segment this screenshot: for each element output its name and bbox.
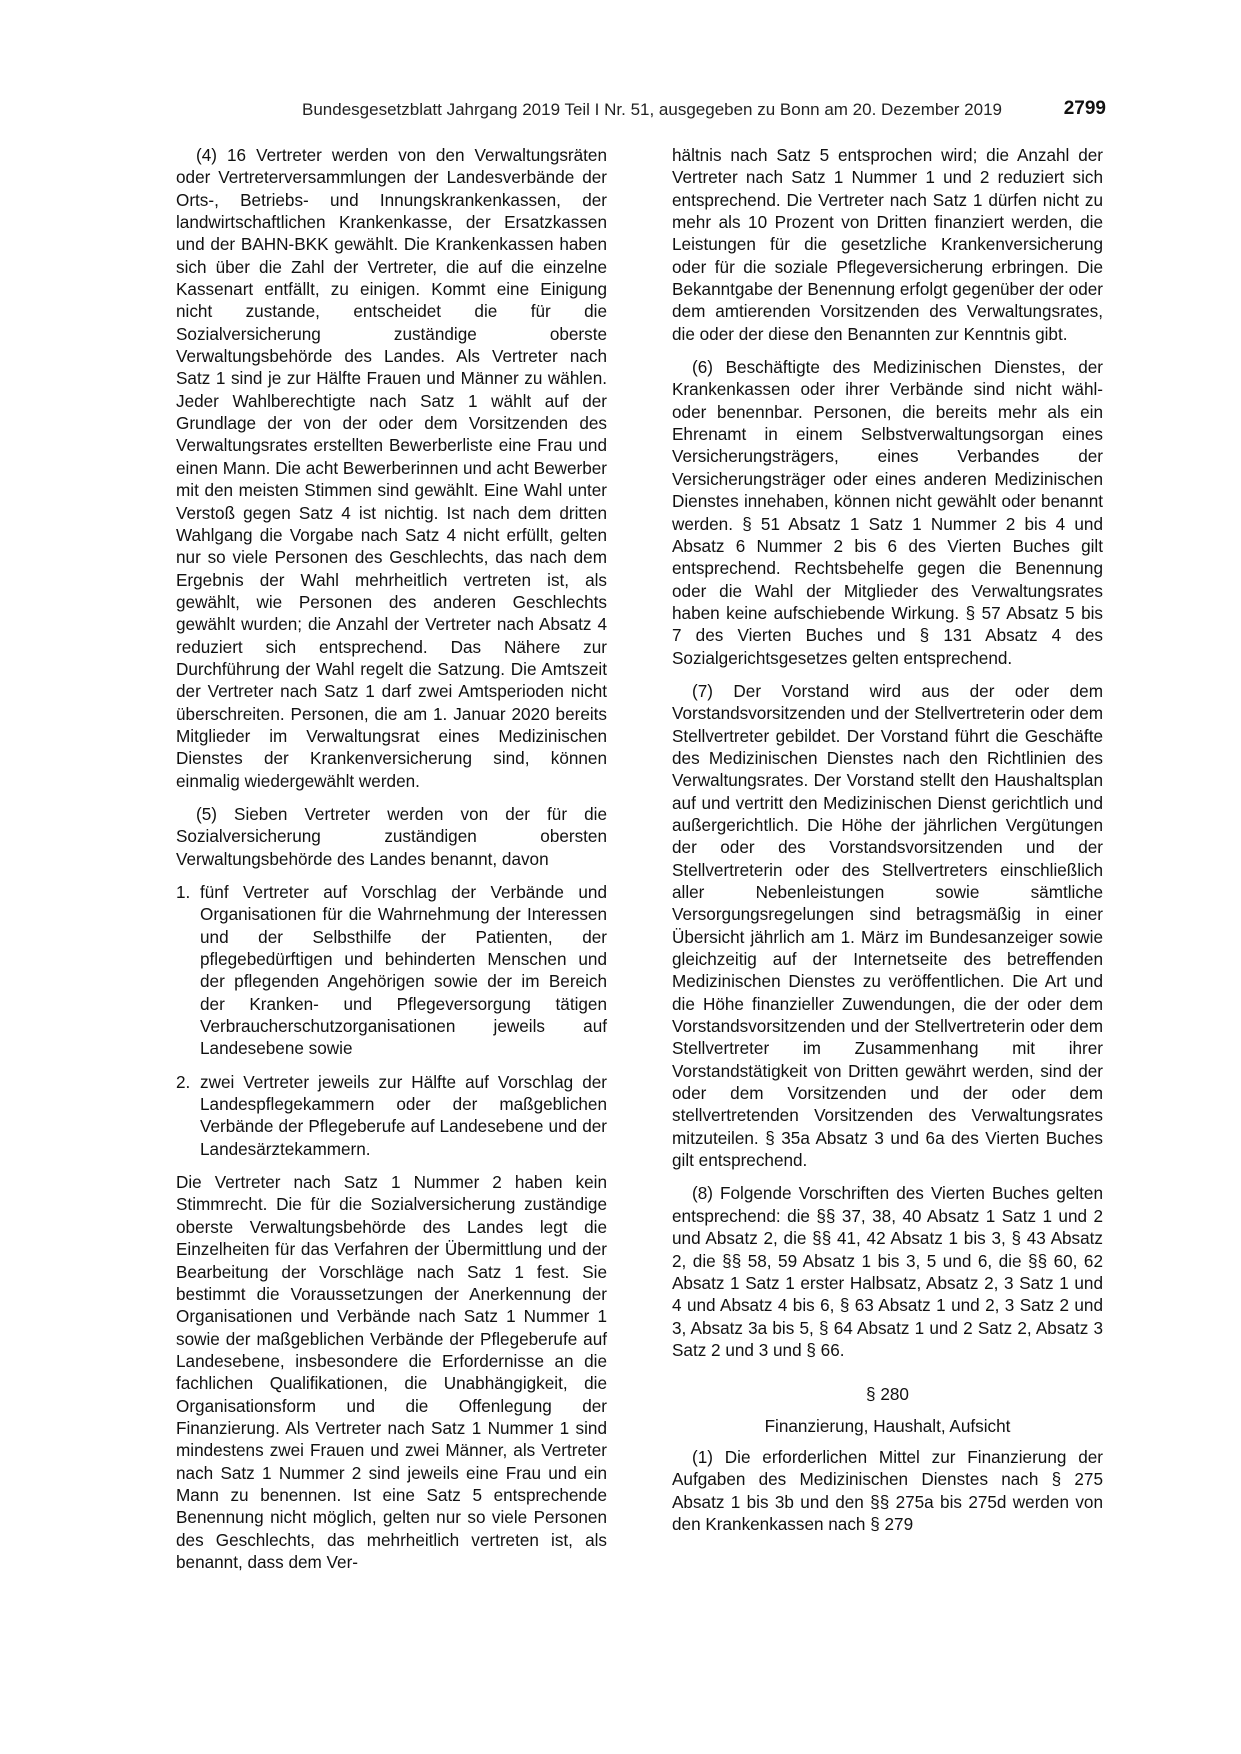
section-number: § 280 [866,1384,909,1405]
list-item-number: 1. [176,882,191,902]
paragraph-7: (7) Der Vorstand wird aus der oder dem Vorstandsvorsitzenden und der Stellvertreterin oder dem Stellvertreter gebildet. Der Vorstand führt die Geschäfte des Medizinischen Dienstes nach den Richtlinien des Verwaltungsrates. Der Vorstand stellt den Haushaltsplan auf und vertritt den Medizinischen Dienst gerichtlich und außergerichtlich. Die Höhe der jährlichen Vergütungen der oder des Vorstandsvorsitzenden und der Stellvertreterin oder des Stellvertreters einschließlich aller Nebenleistungen sowie sämtliche Versorgungsregelungen sind betragsmäßig in einer Übersicht jährlich am 1. März im Bundesanzeiger sowie gleichzeitig auf der Internetseite des betreffenden Medizinischen Dienstes zu veröffentlichen. Die Art und die Höhe finanzieller Zuwendungen, die der oder dem Vorstandsvorsitzenden und der Stellvertreterin oder dem Stellvertreter im Zusammenhang mit ihrer Vorstandstätigkeit von Dritten gewährt werden, sind der oder dem Vorsitzenden und der oder dem stellvertretenden Vorsitzenden des Verwaltungsrates mitzuteilen. § 35a Absatz 3 und 6a des Vierten Buches gilt entsprechend. [672,680,1103,1171]
right-column [672,144,1103,1546]
list-item [176,1071,607,1160]
list-item-text: zwei Vertreter jeweils zur Hälfte auf Vorschlag der Landespflegekammern oder der maßgeblichen Verbände der Pflegeberufe auf Landesebene und der Landesärztekammern. [200,1071,607,1159]
paragraph-5: (5) Sieben Vertreter werden von der für die Sozialversicherung zuständigen obersten Verwaltungsbehörde des Landes benannt, davon [176,803,607,869]
paragraph-5-continuation-right: hältnis nach Satz 5 entsprochen wird; die Anzahl der Vertreter nach Satz 1 Nummer 1 und 2 reduziert sich entsprechend. Die Vertreter nach Satz 1 dürfen nicht zu mehr als 10 Prozent von Dritten finanziert werden, die Leistungen für die gesetzliche Krankenversicherung oder für die soziale Pflegeversicherung erbringen. Die Bekanntgabe der Benennung erfolgt gegenüber der oder dem amtierenden Vorsitzenden des Verwaltungsrates, die oder der diese den Benannten zur Kenntnis gibt. [672,145,1103,344]
paragraph-8: (8) Folgende Vorschriften des Vierten Buches gelten entsprechend: die §§ 37, 38, 40 Absatz 1 Satz 1 und 2 und Absatz 2, die §§ 41, 42 Absatz 1 bis 3, § 43 Absatz 2, die §§ 58, 59 Absatz 1 bis 3, 5 und 6, die §§ 60, 62 Absatz 1 Satz 1 erster Halbsatz, Absatz 2, 3 Satz 1 und 4 und Absatz 4 bis 6, § 63 Absatz 1 und 2, 3 Satz 2 und 3, Absatz 3a bis 5, § 64 Absatz 1 und 2 Satz 2, Absatz 3 Satz 2 und 3 und § 66. [672,1183,1103,1360]
list-item-number: 2. [176,1071,191,1092]
page-header [236,100,1106,124]
section-title: Finanzierung, Haushalt, Aufsicht [764,1415,1011,1436]
page-number: 2799 [1063,98,1106,119]
list-item [176,881,607,1060]
paragraph-4: (4) 16 Vertreter werden von den Verwaltungsräten oder Vertreterversammlungen der Landesverbände der Orts-, Betriebs- und Innungskrankenkassen, der landwirtschaftlichen Krankenkasse, der Ersatzkassen und der BAHN-BKK gewählt. Die Krankenkassen haben sich über die Zahl der Vertreter, die auf die einzelne Kassenart entfällt, zu einigen. Kommt eine Einigung nicht zustande, entscheidet die für die Sozialversicherung zuständige oberste Verwaltungsbehörde des Landes. Als Vertreter nach Satz 1 sind je zur Hälfte Frauen und Männer zu wählen. Jeder Wahlberechtigte nach Satz 1 wählt auf der Grundlage der von der oder dem Vorsitzenden des Verwaltungsrates erstellten Bewerberliste eine Frau und einen Mann. Die acht Bewerberinnen und acht Bewerber mit den meisten Stimmen sind gewählt. Eine Wahl unter Verstoß gegen Satz 4 ist nichtig. Ist nach dem dritten Wahlgang die Vorgabe nach Satz 4 nicht erfüllt, gelten nur so viele Personen des Geschlechts, das nach dem Ergebnis der Wahl mehrheitlich vertreten ist, als gewählt, wie Personen des anderen Geschlechts gewählt wurden; die Anzahl der Vertreter nach Absatz 4 reduziert sich entsprechend. Das Nähere zur Durchführung der Wahl regelt die Satzung. Die Amtszeit der Vertreter nach Satz 1 darf zwei Amtsperioden nicht überschreiten. Personen, die am 1. Januar 2020 bereits Mitglieder im Verwaltungsrat eines Medizinischen Dienstes der Krankenversicherung sind, können einmalig wiedergewählt werden. [176,145,607,791]
section-280-paragraph-1: (1) Die erforderlichen Mittel zur Finanzierung der Aufgaben des Medizinischen Dienstes nach § 275 Absatz 1 bis 3b und den §§ 275a bis 275d werden von den Krankenkassen nach § 279 [672,1446,1103,1534]
gazette-title: Bundesgesetzblatt Jahrgang 2019 Teil I Nr. 51, ausgegeben zu Bonn am 20. Dezember 2019 [302,100,1002,119]
left-column [176,144,607,1584]
paragraph-5-continuation: Die Vertreter nach Satz 1 Nummer 2 haben kein Stimmrecht. Die für die Sozialversicherung zuständige oberste Verwaltungsbehörde des Landes legt die Einzelheiten für das Verfahren der Übermittlung und der Bearbeitung der Vorschläge nach Satz 1 fest. Sie bestimmt die Voraussetzungen der Anerkennung der Organisationen und Verbände nach Satz 1 Nummer 1 sowie der maßgeblichen Verbände der Pflegeberufe auf Landesebene, insbesondere die Erfordernisse an die fachlichen Qualifikationen, die Unabhängigkeit, die Organisationsform und die Offenlegung der Finanzierung. Als Vertreter nach Satz 1 Nummer 1 sind mindestens zwei Frauen und zwei Männer, als Vertreter nach Satz 1 Nummer 2 sind jeweils eine Frau und ein Mann zu benennen. Ist eine Satz 5 entsprechende Benennung nicht möglich, gelten nur so viele Personen des Geschlechts, das mehrheitlich vertreten ist, als benannt, dass dem Ver- [176,1172,607,1572]
paragraph-6: (6) Beschäftigte des Medizinischen Dienstes, der Krankenkassen oder ihrer Verbände sind nicht wähl- oder benennbar. Personen, die bereits mehr als ein Ehrenamt in einem Selbstverwaltungsorgan eines Versicherungsträgers, eines Verbandes der Versicherungsträger oder eines anderen Medizinischen Dienstes innehaben, können nicht gewählt oder benannt werden. § 51 Absatz 1 Satz 1 Nummer 2 bis 4 und Absatz 6 Nummer 2 bis 6 des Vierten Buches gilt entsprechend. Rechtsbehelfe gegen die Benennung oder die Wahl der Mitglieder des Verwaltungsrates haben keine aufschiebende Wirkung. § 57 Absatz 5 bis 7 des Vierten Buches und § 131 Absatz 4 des Sozialgerichtsgesetzes gelten entsprechend. [672,357,1103,668]
list-item-text: fünf Vertreter auf Vorschlag der Verbände und Organisationen für die Wahrnehmung der Interessen und der Selbsthilfe der Patienten, der pflegebedürftigen und behinderten Menschen und der pflegenden Angehörigen sowie der im Bereich der Kranken- und Pflegeversorgung tätigen Verbraucherschutzorganisationen jeweils auf Landesebene sowie [200,882,607,1059]
enumerated-list [176,881,607,1160]
